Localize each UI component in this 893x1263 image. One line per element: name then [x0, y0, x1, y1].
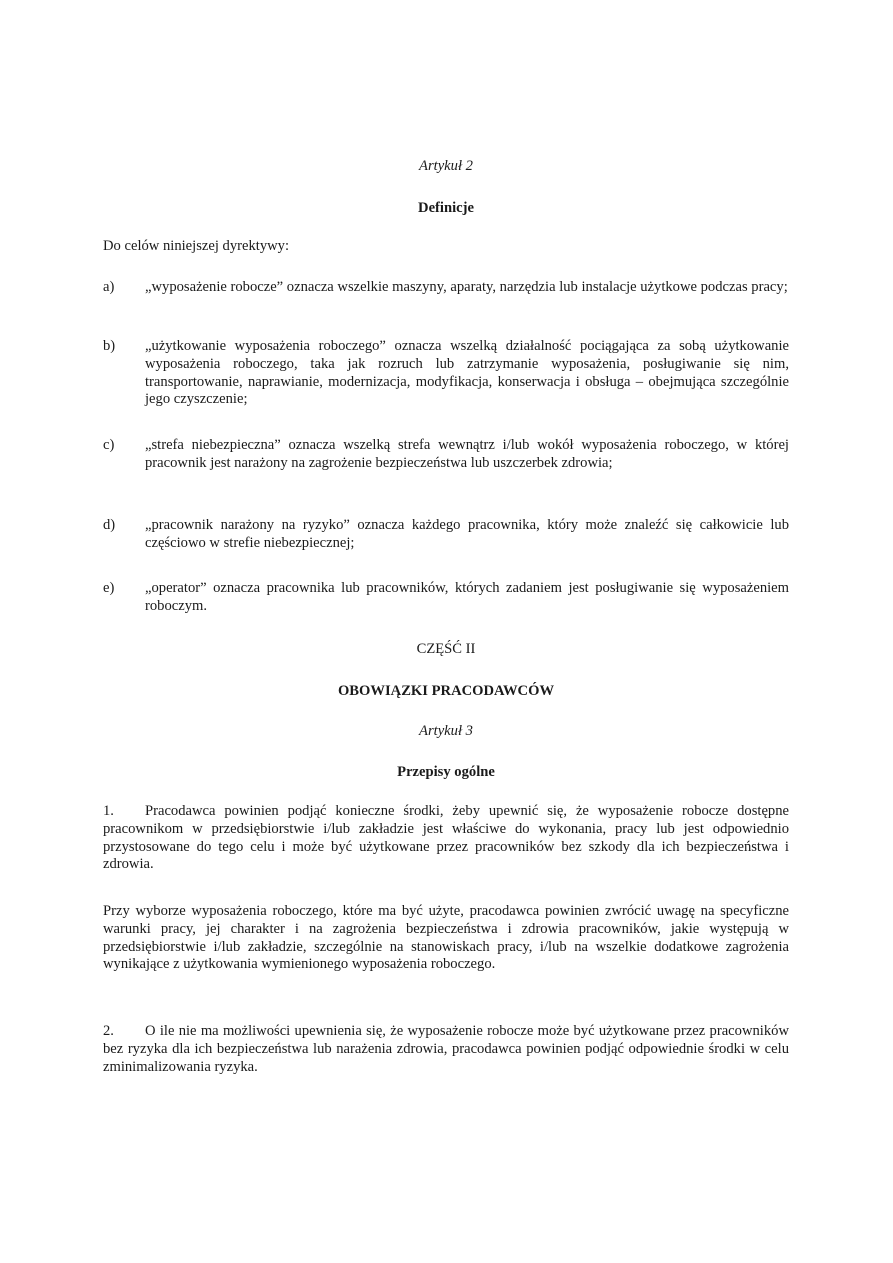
definition-marker: a)	[103, 279, 115, 295]
definition-marker: b)	[103, 338, 116, 354]
paragraph-text: O ile nie ma możliwości upewnienia się, że wyposażenie robocze może być użytkowane przez pracowników bez ryzyka dla ich bezpieczeństwa lub narażenia zdrowia, pracodawca powinien podjąć odpowiednie środki w celu zminimalizowania ryzyka.	[103, 1023, 789, 1075]
paragraph-text: Przy wyborze wyposażenia roboczego, które ma być użyte, pracodawca powinien zwrócić uwagę na specyficzne warunki pracy, jej charakter i na zagrożenia bezpieczeństwa i zdrowia pracowników, jakie występują w przedsiębiorstwie i/lub zakładzie, szczególnie na stanowiskach pracy, i/lub na wszelkie dodatkowe zagrożenia wynikające z użytkowania wymienionego wyposażenia roboczego.	[103, 903, 789, 973]
paragraph-number: 1.	[103, 803, 114, 819]
document-page	[103, 0, 789, 1263]
definition-item-d	[103, 517, 789, 553]
definition-marker: e)	[103, 580, 115, 596]
part-2-title: OBOWIĄZKI PRACODAWCÓW	[337, 683, 555, 699]
definition-text: „strefa niebezpieczna” oznacza wszelką strefa wewnątrz i/lub wokół wyposażenia roboczego, w której pracownik jest narażony na zagrożenie bezpieczeństwa lub uszczerbek zdrowia;	[145, 437, 789, 471]
definition-item-e	[103, 580, 789, 616]
definition-item-c	[103, 437, 789, 473]
definition-text: „użytkowanie wyposażenia roboczego” oznacza wszelką działalność pociągająca za sobą użytkowanie wyposażenia roboczego, taka jak rozruch lub zatrzymanie wyposażenia, posługiwanie się nim, transportowanie, naprawianie, modernizacja, modyfikacja, konserwacja i obsługa – obejmująca szczególnie jego czyszczenie;	[145, 338, 789, 408]
definition-text: „wyposażenie robocze” oznacza wszelkie maszyny, aparaty, narzędzia lub instalacje użytkowe podczas pracy;	[145, 279, 788, 295]
definition-text: „pracownik narażony na ryzyko” oznacza każdego pracownika, który może znaleźć się całkowicie lub częściowo w strefie niebezpiecznej;	[145, 517, 789, 551]
definition-item-a	[103, 279, 789, 297]
paragraph-text: Pracodawca powinien podjąć konieczne środki, żeby upewnić się, że wyposażenie robocze dostępne pracownikom w przedsiębiorstwie i/lub zakładzie jest właściwe do wykonania, pracy lub jest odpowiednio przystosowane do tego celu i może być użytkowane przez pracowników bez szkody dla ich bezpieczeństwa i zdrowia.	[103, 803, 789, 873]
definition-text: „operator” oznacza pracownika lub pracowników, których zadaniem jest posługiwanie się wyposażeniem roboczym.	[145, 580, 789, 614]
article-2-title: Definicje	[418, 200, 474, 216]
definition-marker: c)	[103, 437, 115, 453]
article-3-title: Przepisy ogólne	[397, 764, 495, 780]
definitions-intro: Do celów niniejszej dyrektywy:	[103, 238, 290, 254]
paragraph-2	[103, 1023, 789, 1076]
article-3-heading: Artykuł 3	[419, 723, 473, 739]
definition-item-b	[103, 338, 789, 409]
paragraph-1-continued	[103, 903, 789, 974]
paragraph-1	[103, 803, 789, 874]
article-2-heading: Artykuł 2	[419, 158, 473, 174]
part-2-heading: CZĘŚĆ II	[416, 641, 476, 657]
definition-marker: d)	[103, 517, 116, 533]
paragraph-number: 2.	[103, 1023, 114, 1039]
